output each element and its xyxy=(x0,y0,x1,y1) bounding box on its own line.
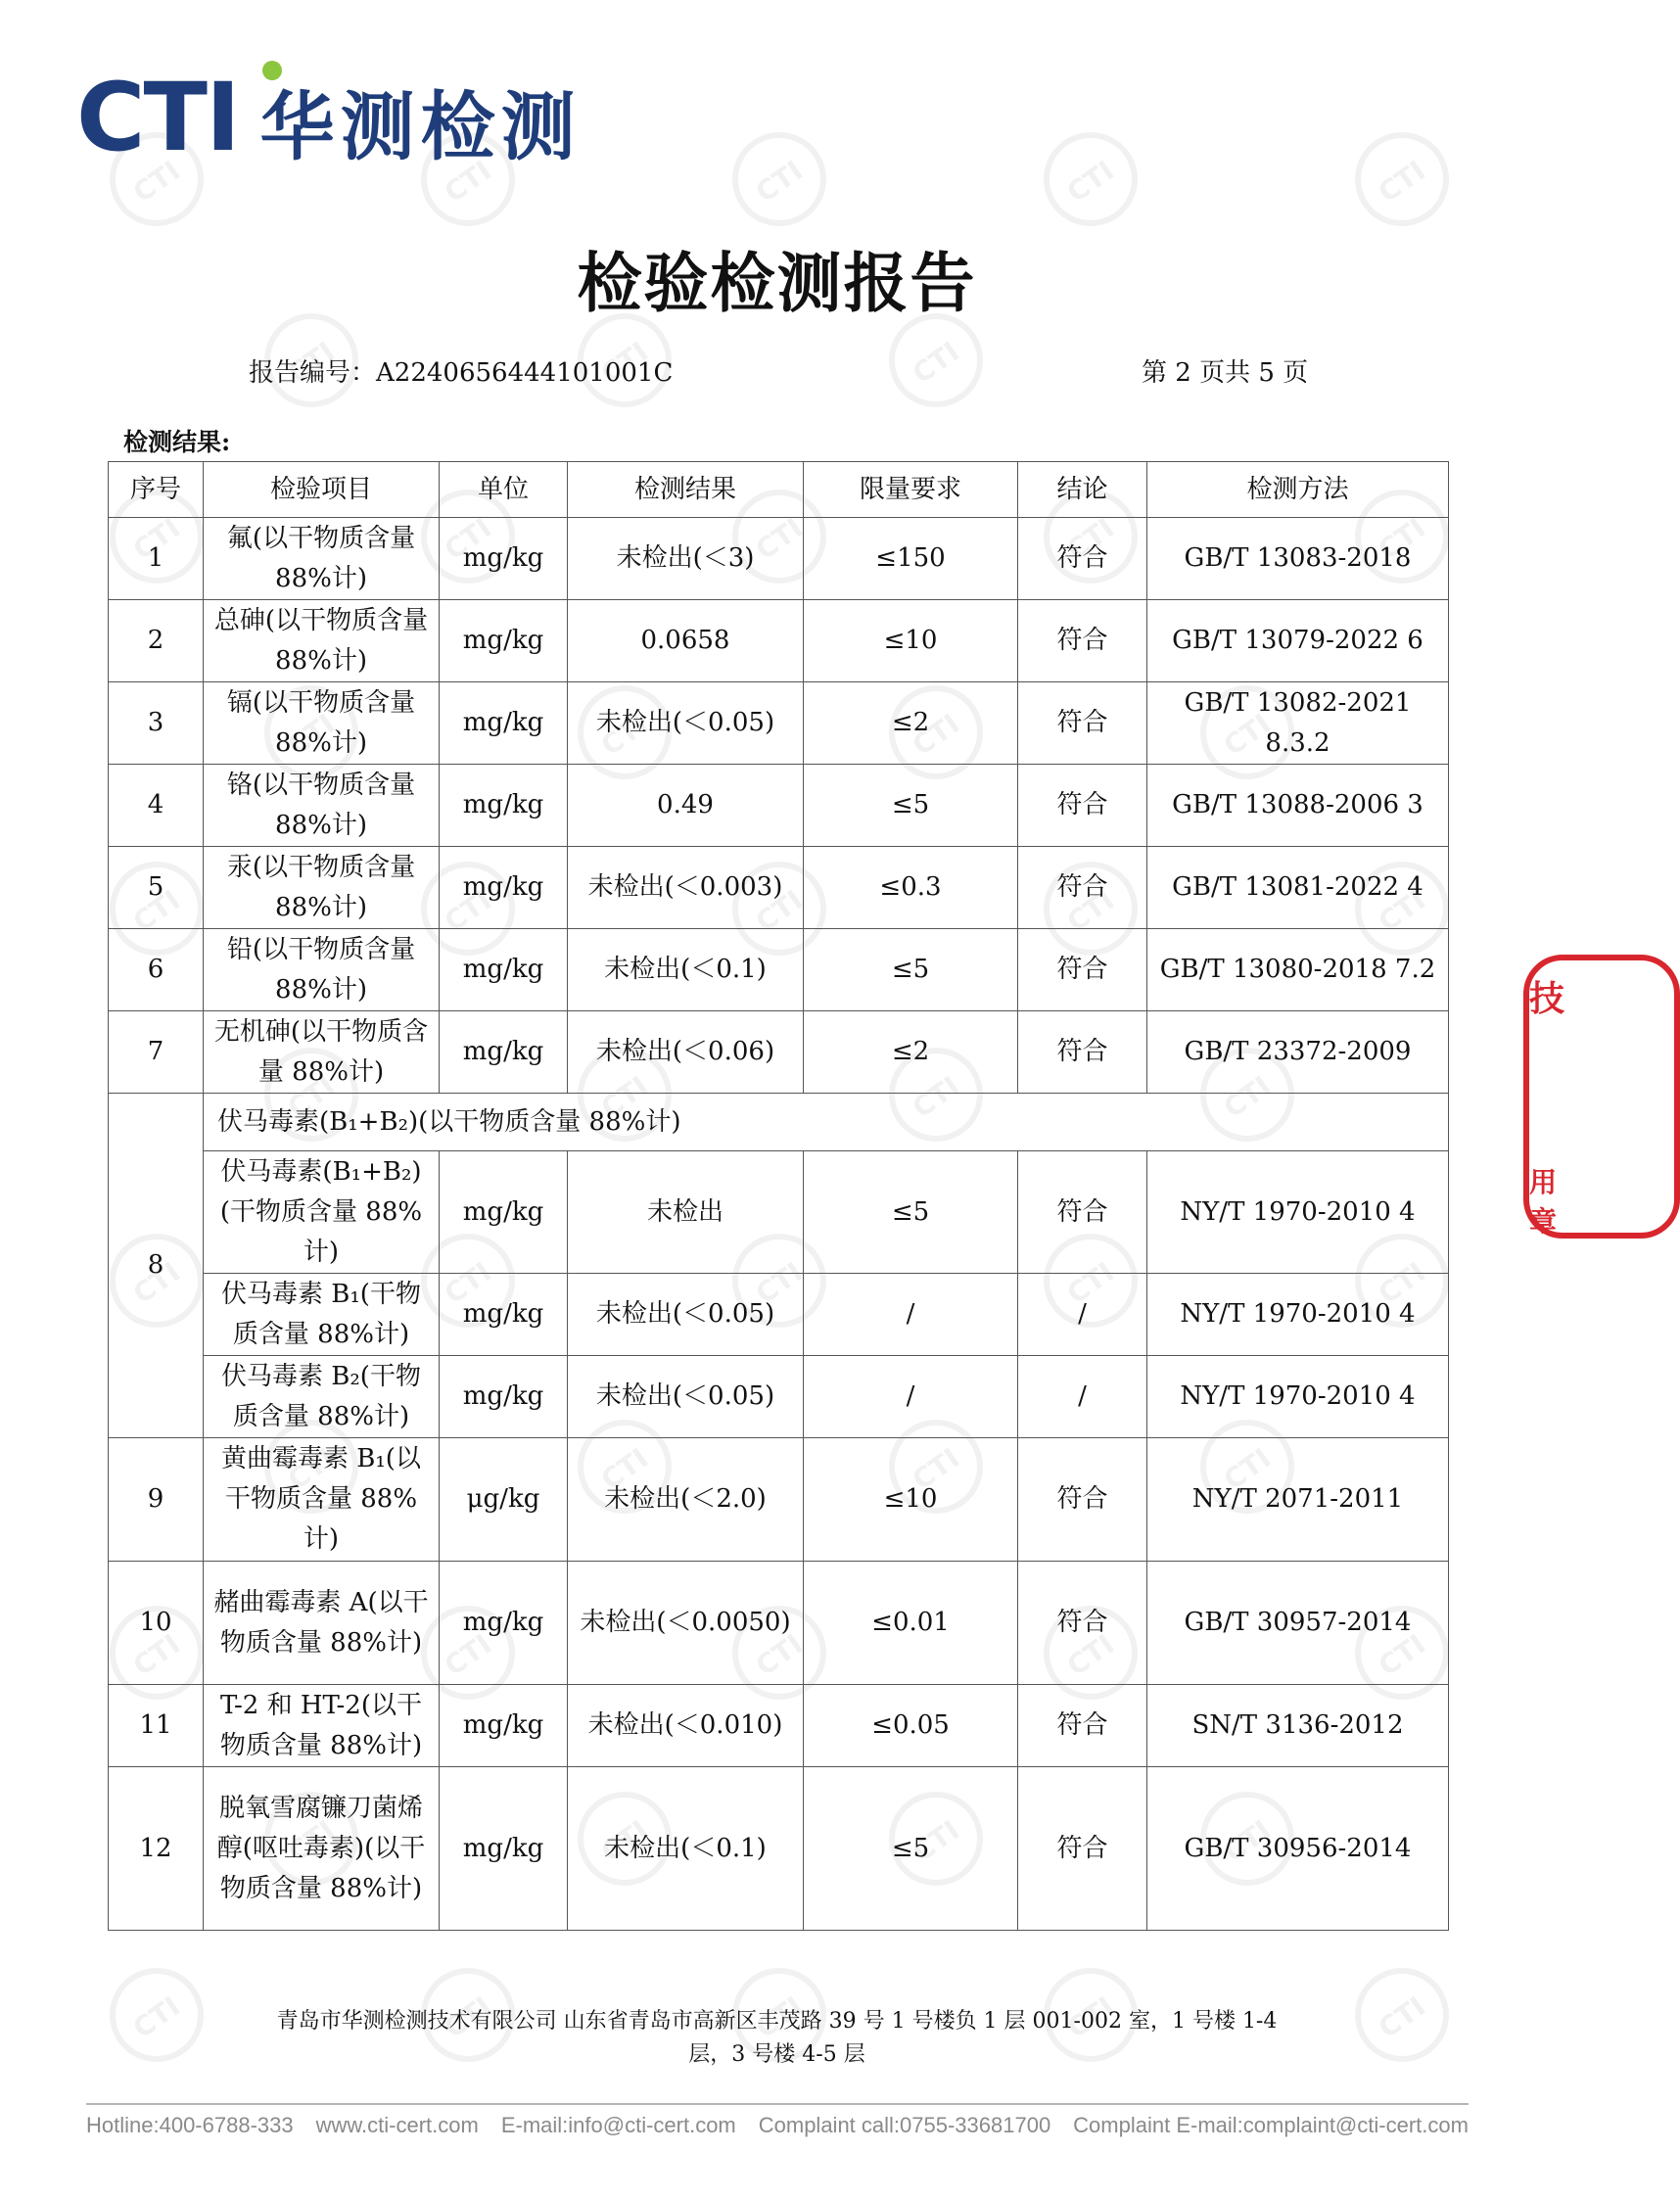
cell-limit: ≤10 xyxy=(804,1438,1018,1562)
cell-unit: mg/kg xyxy=(440,1356,568,1438)
table-row xyxy=(109,1438,1449,1562)
cell-limit: / xyxy=(804,1274,1018,1356)
cell-item: 铅(以干物质含量88%计) xyxy=(204,929,440,1011)
cell-limit: ≤10 xyxy=(804,600,1018,682)
group-title-row xyxy=(109,1094,1449,1151)
cell-result: 未检出(＜3) xyxy=(568,518,804,600)
cell-limit: ≤0.01 xyxy=(804,1562,1018,1685)
cell-result: 未检出(＜0.1) xyxy=(568,1767,804,1931)
complaint-email-link[interactable]: Complaint E-mail:complaint@cti-cert.com xyxy=(1073,2113,1469,2137)
cell-method: NY/T 1970-2010 4 xyxy=(1147,1274,1449,1356)
cell-conclusion: 符合 xyxy=(1018,1685,1147,1767)
results-table xyxy=(108,461,1449,1931)
cti-watermark-icon xyxy=(889,313,983,407)
cell-conclusion: / xyxy=(1018,1274,1147,1356)
cell-limit: ≤5 xyxy=(804,765,1018,847)
cell-method: NY/T 1970-2010 4 xyxy=(1147,1151,1449,1274)
cell-item: 赭曲霉毒素 A(以干物质含量 88%计) xyxy=(204,1562,440,1685)
cell-item: 镉(以干物质含量88%计) xyxy=(204,682,440,765)
cell-result: 未检出(＜0.010) xyxy=(568,1685,804,1767)
column-header: 检验项目 xyxy=(204,462,440,518)
cell-no: 5 xyxy=(109,847,204,929)
cell-conclusion: 符合 xyxy=(1018,518,1147,600)
cell-method: GB/T 23372-2009 xyxy=(1147,1011,1449,1094)
cell-item: 脱氧雪腐镰刀菌烯醇(呕吐毒素)(以干物质含量 88%计) xyxy=(204,1767,440,1931)
cell-result: 未检出(＜0.1) xyxy=(568,929,804,1011)
cell-no: 8 xyxy=(109,1094,204,1438)
cell-item: 总砷(以干物质含量 88%计) xyxy=(204,600,440,682)
column-header: 检测结果 xyxy=(568,462,804,518)
cell-conclusion: 符合 xyxy=(1018,1562,1147,1685)
cell-result: 0.49 xyxy=(568,765,804,847)
cell-limit: ≤5 xyxy=(804,929,1018,1011)
cell-result: 未检出(＜0.0050) xyxy=(568,1562,804,1685)
table-row xyxy=(109,1356,1449,1438)
cell-unit: mg/kg xyxy=(440,765,568,847)
column-header: 限量要求 xyxy=(804,462,1018,518)
cell-method: NY/T 2071-2011 xyxy=(1147,1438,1449,1562)
cell-result: 未检出(＜0.003) xyxy=(568,847,804,929)
column-header: 序号 xyxy=(109,462,204,518)
report-title: 检验检测报告 xyxy=(577,245,977,321)
table-row xyxy=(109,518,1449,600)
table-row xyxy=(109,600,1449,682)
cell-conclusion: 符合 xyxy=(1018,682,1147,765)
table-row xyxy=(109,847,1449,929)
cell-no: 6 xyxy=(109,929,204,1011)
cell-method: GB/T 13082-2021 8.3.2 xyxy=(1147,682,1449,765)
cell-limit: ≤5 xyxy=(804,1767,1018,1931)
cell-limit: ≤2 xyxy=(804,682,1018,765)
cell-result: 未检出 xyxy=(568,1151,804,1274)
website-link[interactable]: www.cti-cert.com xyxy=(315,2113,479,2137)
cell-conclusion: 符合 xyxy=(1018,1767,1147,1931)
cell-result: 未检出(＜0.05) xyxy=(568,1356,804,1438)
column-header: 单位 xyxy=(440,462,568,518)
cell-limit: ≤0.3 xyxy=(804,847,1018,929)
footer-address xyxy=(0,2005,1554,2072)
cell-method: GB/T 13088-2006 3 xyxy=(1147,765,1449,847)
table-row xyxy=(109,1274,1449,1356)
cell-no: 9 xyxy=(109,1438,204,1562)
table-row xyxy=(109,765,1449,847)
column-header: 检测方法 xyxy=(1147,462,1449,518)
cell-conclusion: 符合 xyxy=(1018,600,1147,682)
stamp-text: 用章 xyxy=(1529,1166,1558,1238)
report-number: 报告编号：A2240656444101001C xyxy=(249,358,674,388)
cell-item: 伏马毒素 B₂(干物质含量 88%计) xyxy=(204,1356,440,1438)
table-row xyxy=(109,1767,1449,1931)
cell-unit: μg/kg xyxy=(440,1438,568,1562)
cti-watermark-icon xyxy=(732,132,826,226)
cell-no: 3 xyxy=(109,682,204,765)
cell-no: 11 xyxy=(109,1685,204,1767)
page-indicator: 第 2 页共 5 页 xyxy=(1142,358,1309,388)
section-title: 检测结果: xyxy=(123,428,231,456)
cell-unit: mg/kg xyxy=(440,929,568,1011)
table-header-row xyxy=(109,462,1449,518)
cell-unit: mg/kg xyxy=(440,1274,568,1356)
table-row xyxy=(109,1011,1449,1094)
cell-item: 铬(以干物质含量88%计) xyxy=(204,765,440,847)
cell-result: 未检出(＜0.05) xyxy=(568,1274,804,1356)
table-row xyxy=(109,1685,1449,1767)
cell-item: 汞(以干物质含量88%计) xyxy=(204,847,440,929)
cell-item: 黄曲霉毒素 B₁(以干物质含量 88%计) xyxy=(204,1438,440,1562)
cell-limit: / xyxy=(804,1356,1018,1438)
cell-no: 10 xyxy=(109,1562,204,1685)
cell-limit: ≤0.05 xyxy=(804,1685,1018,1767)
cell-no: 4 xyxy=(109,765,204,847)
footer-divider xyxy=(86,2103,1469,2105)
complaint-call-text: Complaint call:0755-33681700 xyxy=(758,2113,1051,2137)
cell-unit: mg/kg xyxy=(440,1767,568,1931)
table-row xyxy=(109,929,1449,1011)
cti-watermark-icon xyxy=(1355,132,1449,226)
cell-method: GB/T 13080-2018 7.2 xyxy=(1147,929,1449,1011)
cell-limit: ≤2 xyxy=(804,1011,1018,1094)
cell-result: 未检出(＜2.0) xyxy=(568,1438,804,1562)
cell-limit: ≤5 xyxy=(804,1151,1018,1274)
cell-result: 0.0658 xyxy=(568,600,804,682)
cell-result: 未检出(＜0.05) xyxy=(568,682,804,765)
cell-unit: mg/kg xyxy=(440,847,568,929)
table-row xyxy=(109,1151,1449,1274)
cell-method: GB/T 30956-2014 xyxy=(1147,1767,1449,1931)
cell-method: GB/T 13081-2022 4 xyxy=(1147,847,1449,929)
email-link[interactable]: E-mail:info@cti-cert.com xyxy=(500,2113,736,2137)
cell-result: 未检出(＜0.06) xyxy=(568,1011,804,1094)
cell-item: T-2 和 HT-2(以干物质含量 88%计) xyxy=(204,1685,440,1767)
address-line: 层，3 号楼 4-5 层 xyxy=(688,2042,865,2067)
company-logo xyxy=(76,63,582,172)
cell-no: 1 xyxy=(109,518,204,600)
table-row xyxy=(109,1562,1449,1685)
cell-item: 伏马毒素(B₁+B₂)(干物质含量 88%计) xyxy=(204,1151,440,1274)
cell-conclusion: 符合 xyxy=(1018,929,1147,1011)
cti-watermark-icon xyxy=(1044,132,1138,226)
address-line: 青岛市华测检测技术有限公司 山东省青岛市高新区丰茂路 39 号 1 号楼负 1 层 001-002 室，1 号楼 1-4 xyxy=(276,2009,1278,2034)
cell-conclusion: 符合 xyxy=(1018,1151,1147,1274)
cell-no: 7 xyxy=(109,1011,204,1094)
cell-method: GB/T 30957-2014 xyxy=(1147,1562,1449,1685)
cell-method: NY/T 1970-2010 4 xyxy=(1147,1356,1449,1438)
cell-method: GB/T 13079-2022 6 xyxy=(1147,600,1449,682)
hotline-text: Hotline:400-6788-333 xyxy=(86,2113,294,2137)
logo-dot-icon xyxy=(262,61,282,80)
cell-item: 伏马毒素 B₁(干物质含量 88%计) xyxy=(204,1274,440,1356)
cell-unit: mg/kg xyxy=(440,682,568,765)
table-row xyxy=(109,682,1449,765)
cell-unit: mg/kg xyxy=(440,1685,568,1767)
cell-conclusion: 符合 xyxy=(1018,1438,1147,1562)
group-title: 伏马毒素(B₁+B₂)(以干物质含量 88%计) xyxy=(204,1094,1449,1151)
cell-unit: mg/kg xyxy=(440,1562,568,1685)
cell-method: SN/T 3136-2012 xyxy=(1147,1685,1449,1767)
cell-unit: mg/kg xyxy=(440,600,568,682)
logo-cn-text: 华测检测 xyxy=(259,83,582,170)
cell-limit: ≤150 xyxy=(804,518,1018,600)
cell-unit: mg/kg xyxy=(440,518,568,600)
cell-no: 2 xyxy=(109,600,204,682)
cell-conclusion: / xyxy=(1018,1356,1147,1438)
logo-en-text: CTI xyxy=(76,70,239,164)
cell-unit: mg/kg xyxy=(440,1011,568,1094)
cell-conclusion: 符合 xyxy=(1018,765,1147,847)
cell-item: 氟(以干物质含量88%计) xyxy=(204,518,440,600)
cell-unit: mg/kg xyxy=(440,1151,568,1274)
contact-bar xyxy=(86,2113,1469,2138)
cell-method: GB/T 13083-2018 xyxy=(1147,518,1449,600)
cell-conclusion: 符合 xyxy=(1018,847,1147,929)
column-header: 结论 xyxy=(1018,462,1147,518)
cell-no: 12 xyxy=(109,1767,204,1931)
cell-item: 无机砷(以干物质含量 88%计) xyxy=(204,1011,440,1094)
stamp-text: 技 xyxy=(1529,978,1565,1019)
cell-conclusion: 符合 xyxy=(1018,1011,1147,1094)
